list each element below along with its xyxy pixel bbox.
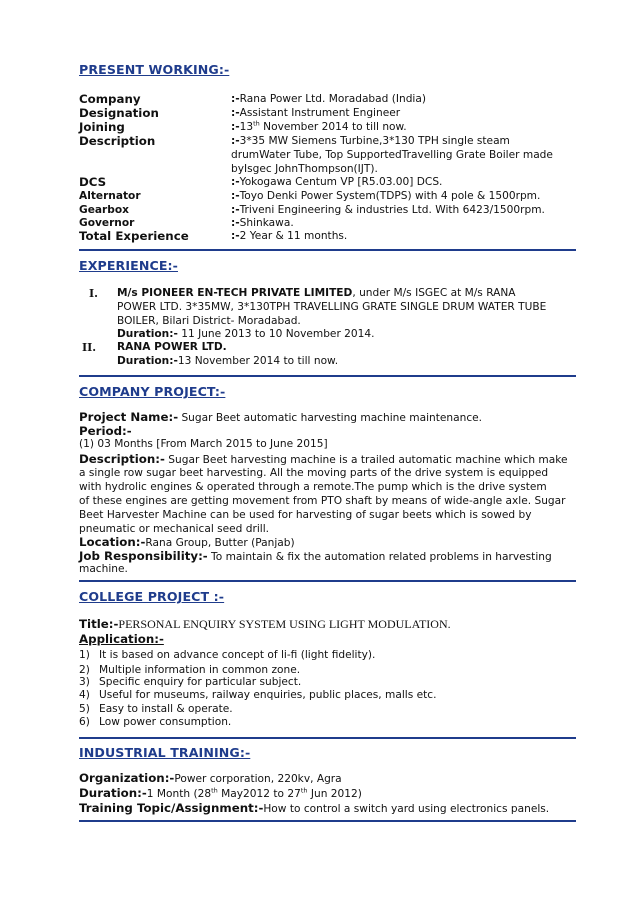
list-item: 6) Low power consumption.	[79, 716, 232, 728]
description-line: a single row sugar beet harvesting. All the moving parts of the drive system is equipped	[79, 467, 549, 479]
description-value-line2: drumWater Tube, Top SupportedTravelling Grate Boiler made	[231, 149, 553, 161]
list-item: 1) It is based on advance concept of li-fi (light fidelity).	[79, 649, 376, 661]
governor-value: :-Shinkawa.	[231, 217, 294, 229]
company-value: :-Rana Power Ltd. Moradabad (India)	[231, 93, 427, 105]
project-name: Project Name:- Sugar Beet automatic harvesting machine maintenance.	[79, 410, 483, 424]
experience-heading: EXPERIENCE:-	[79, 258, 178, 273]
job-responsibility-line2: machine.	[79, 563, 128, 575]
experience-line: BOILER, Bilari District- Moradabad.	[117, 315, 301, 327]
experience-number: II.	[82, 341, 97, 354]
description-line: Beet Harvester Machine can be used for harvesting of sugar beets which is sowed by	[79, 509, 532, 521]
designation-label: Designation	[79, 106, 159, 120]
experience-line: RANA POWER LTD.	[117, 341, 227, 353]
total-experience-label: Total Experience	[79, 229, 189, 243]
period-value: (1) 03 Months [From March 2015 to June 2015]	[79, 438, 328, 450]
divider	[79, 375, 576, 377]
project-location: Location:-Rana Group, Butter (Panjab)	[79, 535, 295, 549]
total-experience-value: :-2 Year & 11 months.	[231, 230, 348, 242]
divider	[79, 580, 576, 582]
governor-label: Governor	[79, 217, 135, 229]
alternator-label: Alternator	[79, 190, 141, 202]
training-topic: Training Topic/Assignment:-How to control a switch yard using electronics panels.	[79, 801, 550, 815]
gearbox-label: Gearbox	[79, 204, 129, 216]
present-working-heading: PRESENT WORKING:-	[79, 62, 230, 77]
college-project-title: Title:-PERSONAL ENQUIRY SYSTEM USING LIGHT MODULATION.	[79, 617, 451, 631]
application-label: Application:-	[79, 632, 164, 646]
description-label: Description	[79, 134, 156, 148]
dcs-label: DCS	[79, 175, 107, 189]
training-organization: Organization:-Power corporation, 220kv, Agra	[79, 771, 342, 785]
alternator-value: :-Toyo Denki Power System(TDPS) with 4 pole & 1500rpm.	[231, 190, 541, 202]
description-value-line1: :-3*35 MW Siemens Turbine,3*130 TPH single steam	[231, 135, 510, 147]
gearbox-value: :-Triveni Engineering & industries Ltd. With 6423/1500rpm.	[231, 204, 545, 216]
college-project-heading: COLLEGE PROJECT :-	[79, 589, 225, 604]
divider	[79, 737, 576, 739]
joining-label: Joining	[79, 120, 125, 134]
company-label: Company	[79, 92, 141, 106]
job-responsibility: Job Responsibility:- To maintain & fix the automation related problems in harvesting	[79, 549, 552, 563]
description-line: of these engines are getting movement from PTO shaft by means of wide-angle axle. Sugar	[79, 495, 566, 507]
period-label: Period:-	[79, 424, 132, 438]
dcs-value: :-Yokogawa Centum VP [R5.03.00] DCS.	[231, 176, 443, 188]
experience-number: I.	[89, 287, 98, 300]
description-line: pneumatic or mechanical seed drill.	[79, 523, 270, 535]
experience-duration: Duration:- 11 June 2013 to 10 November 2014.	[117, 328, 375, 340]
list-item: 4) Useful for museums, railway enquiries, public places, malls etc.	[79, 689, 437, 701]
company-project-heading: COMPANY PROJECT:-	[79, 384, 226, 399]
divider	[79, 249, 576, 251]
project-description: Description:- Sugar Beet harvesting machine is a trailed automatic machine which make	[79, 452, 568, 466]
designation-value: :-Assistant Instrument Engineer	[231, 107, 401, 119]
divider	[79, 820, 576, 822]
experience-line: M/s PIONEER EN-TECH PRIVATE LIMITED, under M/s ISGEC at M/s RANA	[117, 287, 516, 299]
list-item: 3) Specific enquiry for particular subject.	[79, 676, 302, 688]
industrial-training-heading: INDUSTRIAL TRAINING:-	[79, 745, 251, 760]
list-item: 5) Easy to install & operate.	[79, 703, 233, 715]
list-item: 2) Multiple information in common zone.	[79, 664, 301, 676]
joining-value: :-13th November 2014 to till now.	[231, 119, 407, 133]
experience-duration: Duration:-13 November 2014 to till now.	[117, 355, 339, 367]
experience-line: POWER LTD. 3*35MW, 3*130TPH TRAVELLING GRATE SINGLE DRUM WATER TUBE	[117, 301, 547, 313]
description-value-line3: byIsgec JohnThompson(IJT).	[231, 163, 378, 175]
training-duration: Duration:-1 Month (28th May2012 to 27th Jun 2012)	[79, 786, 362, 800]
description-line: with hydrolic engines & operated through a remote.The pump which is the drive system	[79, 481, 547, 493]
